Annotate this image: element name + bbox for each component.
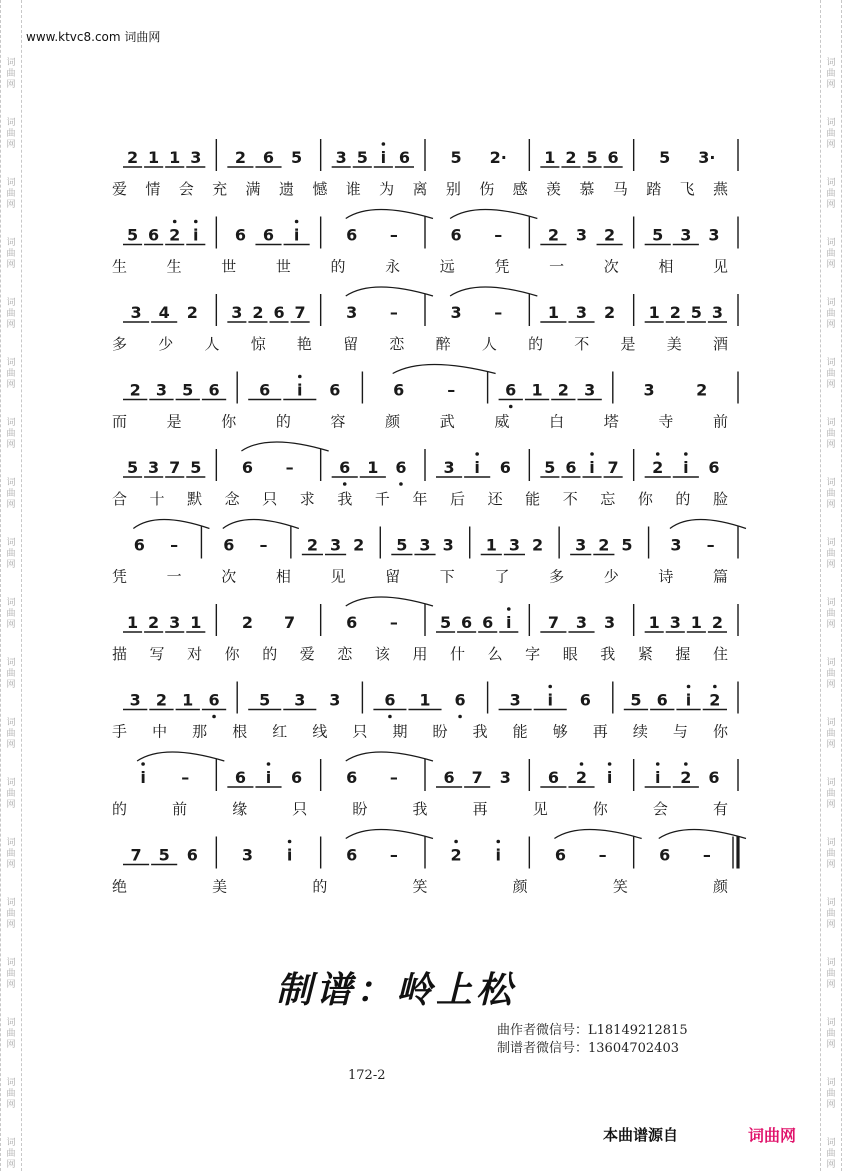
note: i (683, 458, 689, 477)
note: 5 (439, 613, 452, 632)
note: – (389, 768, 398, 787)
note: i (286, 845, 293, 865)
high-octave-dot (656, 452, 660, 456)
note: 7 (284, 613, 296, 632)
watermark-glyphs: 词 曲 网 (826, 598, 836, 630)
note: i (474, 458, 480, 477)
watermark-glyphs: 词 曲 网 (826, 478, 836, 510)
note: 2 (604, 303, 616, 322)
high-octave-dot (656, 762, 660, 766)
note: 2 (604, 225, 616, 245)
watermark-glyphs: 词 曲 网 (6, 538, 16, 570)
note: 2 (450, 845, 462, 865)
note: 1 (648, 303, 660, 322)
note: 5 (659, 148, 671, 167)
note: 2 (709, 690, 721, 710)
note: 6 (384, 690, 396, 710)
tie-arc (346, 287, 433, 296)
note: 5 (190, 458, 202, 477)
note: 3 (329, 690, 341, 710)
note: 3 (155, 380, 168, 400)
note: 7 (547, 613, 559, 632)
note: 6 (133, 535, 145, 555)
note: 2 (557, 380, 569, 400)
watermark-glyphs: 词 曲 网 (6, 358, 16, 390)
note: i (495, 845, 501, 865)
note: 1 (690, 613, 702, 632)
note: 5 (652, 225, 664, 245)
note: 3 (419, 535, 431, 555)
note: – (285, 458, 294, 477)
note: 3 (708, 225, 720, 245)
note: – (181, 768, 190, 787)
note: 7 (471, 768, 483, 787)
watermark-glyphs: 词 曲 网 (6, 1078, 16, 1110)
watermark-glyphs: 词 曲 网 (826, 58, 836, 90)
note: 3 (442, 535, 454, 555)
note: 2· (489, 148, 507, 167)
note: 6 (273, 303, 285, 322)
high-octave-dot (267, 762, 271, 766)
note: 1 (419, 690, 431, 710)
watermark-glyphs: 词 曲 网 (826, 358, 836, 390)
note: 7 (130, 845, 142, 865)
watermark-glyphs: 词 曲 网 (6, 178, 16, 210)
tie-arc (393, 365, 496, 374)
note: i (589, 458, 595, 477)
watermark-glyphs: 词 曲 网 (826, 538, 836, 570)
note: 4 (158, 303, 170, 322)
note: 7 (169, 458, 181, 477)
note: 6 (708, 458, 720, 477)
note: – (494, 225, 503, 245)
high-octave-dot (382, 142, 386, 146)
note: 1 (547, 303, 559, 322)
note: – (389, 303, 398, 322)
note: 2 (575, 768, 588, 787)
note: 2 (126, 148, 139, 167)
tie-arc (450, 210, 537, 219)
note: 6 (208, 380, 220, 400)
note: 6 (499, 458, 511, 477)
high-octave-dot (548, 685, 552, 689)
lyric-line: 绝美的笑颜笑颜 (112, 877, 728, 896)
watermark-glyphs: 词 曲 网 (6, 478, 16, 510)
note: 6 (234, 225, 246, 245)
note: 6 (547, 768, 559, 787)
low-octave-dot (212, 715, 216, 719)
lyric-line: 生生世世的永远凭一次相见 (112, 257, 728, 276)
watermark-glyphs: 词 曲 网 (6, 1138, 16, 1170)
note: 3 (169, 613, 181, 632)
note: 6 (259, 380, 271, 400)
tie-arc (346, 752, 433, 761)
high-octave-dot (288, 840, 292, 844)
note: 2 (353, 535, 365, 555)
note: 3 (669, 613, 681, 632)
note: 2 (652, 458, 664, 477)
note: 6 (450, 225, 462, 245)
note: 5 (396, 535, 408, 555)
high-octave-dot (590, 452, 594, 456)
note: 6 (461, 613, 473, 632)
note: 6 (291, 768, 303, 787)
note: 5 (126, 225, 139, 245)
note: 7 (294, 303, 306, 322)
note: 3 (643, 380, 655, 400)
note: 3 (499, 768, 511, 787)
low-octave-dot (509, 405, 513, 409)
watermark-glyphs: 词 曲 网 (826, 118, 836, 150)
note: 1 (531, 380, 543, 400)
low-octave-dot (399, 482, 403, 486)
note: – (702, 845, 711, 865)
note: 3 (330, 535, 342, 555)
high-octave-dot (194, 220, 198, 224)
watermark-glyphs: 词 曲 网 (6, 898, 16, 930)
high-octave-dot (454, 840, 458, 844)
high-octave-dot (580, 762, 584, 766)
note: 6 (339, 458, 351, 477)
note: 6 (346, 225, 358, 245)
note: i (606, 768, 613, 787)
note: 2 (696, 380, 708, 400)
watermark-glyphs: 词 曲 网 (6, 718, 16, 750)
high-octave-dot (687, 685, 691, 689)
note: 5 (450, 148, 462, 167)
note: 5 (586, 148, 598, 167)
note: 2 (155, 690, 168, 710)
note: 1 (544, 148, 556, 167)
note: 1 (648, 613, 660, 632)
note: 2 (598, 535, 610, 555)
note: 3 (575, 225, 588, 245)
note: – (447, 380, 456, 400)
note: – (706, 535, 715, 555)
note: 7 (607, 458, 619, 477)
note: 2 (186, 303, 198, 322)
note: 1 (367, 458, 379, 477)
high-octave-dot (298, 375, 302, 379)
note: 2 (306, 535, 318, 555)
note: 5 (126, 458, 139, 477)
composer-wechat: 曲作者微信号：L18149212815 (497, 1023, 688, 1038)
note: 1 (126, 613, 139, 632)
note: 3 (335, 148, 347, 167)
note: – (389, 225, 398, 245)
note: i (265, 768, 272, 787)
note: i (380, 148, 387, 167)
watermark-glyphs: 词 曲 网 (826, 1138, 836, 1170)
note: 6 (554, 845, 566, 865)
note: 3 (294, 690, 306, 710)
note: 6 (262, 148, 275, 167)
note: 3 (241, 845, 253, 865)
watermark-glyphs: 词 曲 网 (826, 718, 836, 750)
watermark-glyphs: 词 曲 网 (826, 898, 836, 930)
note: 3 (148, 458, 160, 477)
note: 3 (680, 225, 692, 245)
note: i (140, 768, 146, 787)
note: 6 (148, 225, 160, 245)
note: 2 (669, 303, 681, 322)
note: 6 (262, 225, 275, 245)
tie-arc (670, 520, 746, 529)
note: 3 (346, 303, 358, 322)
note: – (598, 845, 607, 865)
tie-arc (241, 442, 328, 451)
tie-arc (346, 597, 433, 606)
note: 2 (532, 535, 544, 555)
note: 2 (129, 380, 141, 400)
note: – (170, 535, 179, 555)
arranger-signature: 制谱：岭上松 (276, 969, 517, 1011)
note: 2 (169, 225, 181, 245)
note: i (654, 768, 661, 787)
watermark-glyphs: 词 曲 网 (6, 118, 16, 150)
note: – (389, 613, 398, 632)
note: 6 (565, 458, 577, 477)
note: 3 (508, 535, 520, 555)
watermark-glyphs: 词 曲 网 (6, 1018, 16, 1050)
high-octave-dot (507, 607, 511, 611)
note: 6 (505, 380, 517, 400)
note: 1 (485, 535, 497, 555)
note: 6 (346, 768, 358, 787)
note: 6 (656, 690, 668, 710)
lyric-line: 的前缘只盼我再见你会有 (112, 800, 729, 818)
low-octave-dot (343, 482, 347, 486)
watermark-glyphs: 词 曲 网 (6, 418, 16, 450)
note: 3 (231, 303, 243, 322)
note: 6 (659, 845, 671, 865)
note: i (297, 380, 303, 400)
lyric-line: 手中那根红线只期盼我能够再续与你 (112, 722, 728, 741)
note: 2 (547, 225, 559, 245)
note: 3 (130, 303, 142, 322)
note: 2 (148, 613, 160, 632)
watermark-glyphs: 词 曲 网 (6, 58, 16, 90)
watermark-glyphs: 词 曲 网 (826, 238, 836, 270)
note: 3 (575, 613, 588, 632)
note: 3 (584, 380, 596, 400)
lyric-line: 描写对你的爱恋该用什么字眼我紧握住 (112, 645, 728, 663)
note: i (506, 613, 512, 632)
watermark-glyphs: 词 曲 网 (6, 778, 16, 810)
high-octave-dot (295, 220, 299, 224)
watermark-glyphs: 词 曲 网 (826, 298, 836, 330)
note: 5 (182, 380, 194, 400)
watermark-glyphs: 词 曲 网 (6, 958, 16, 990)
note: 1 (190, 613, 202, 632)
note: 5 (291, 148, 303, 167)
note: 6 (241, 458, 253, 477)
high-octave-dot (684, 762, 688, 766)
arranger-wechat: 制谱者微信号：13604702403 (497, 1041, 679, 1056)
note: 6 (234, 768, 246, 787)
note: 6 (607, 148, 619, 167)
note: – (389, 845, 398, 865)
note: 5 (630, 690, 642, 710)
note: 6 (329, 380, 341, 400)
note: 6 (223, 535, 235, 555)
note: 2 (565, 148, 577, 167)
tie-arc (137, 752, 224, 761)
note: 2 (680, 768, 692, 787)
note: 1 (169, 148, 181, 167)
watermark-glyphs: 词 曲 网 (6, 838, 16, 870)
watermark-glyphs: 词 曲 网 (826, 1078, 836, 1110)
source-label: 本曲谱源自 (603, 1126, 679, 1144)
low-octave-dot (388, 715, 392, 719)
tie-arc (554, 830, 641, 839)
note: – (494, 303, 503, 322)
note: 3 (443, 458, 455, 477)
note: 6 (208, 690, 220, 710)
note: 3 (129, 690, 141, 710)
note: 6 (393, 380, 405, 400)
lyric-line: 合十默念只求我千年后还能不忘你的脸 (112, 490, 728, 508)
watermark-glyphs: 词 曲 网 (826, 838, 836, 870)
watermark-glyphs: 词 曲 网 (6, 298, 16, 330)
note: 6 (346, 613, 358, 632)
note: 5 (544, 458, 556, 477)
note: 5 (259, 690, 271, 710)
high-octave-dot (608, 762, 612, 766)
lyric-line: 凭一次相见留下了多少诗篇 (112, 567, 728, 586)
high-octave-dot (496, 840, 500, 844)
watermark-glyphs: 词 曲 网 (6, 238, 16, 270)
note: 6 (579, 690, 591, 710)
note: 3 (190, 148, 202, 167)
note: 1 (182, 690, 194, 710)
note: 3 (670, 535, 682, 555)
tie-arc (450, 287, 537, 296)
watermark-glyphs: 词 曲 网 (826, 778, 836, 810)
note: 6 (482, 613, 494, 632)
note: 5 (690, 303, 702, 322)
high-octave-dot (713, 685, 717, 689)
lyric-line: 多少人惊艳留恋醉人的不是美酒 (112, 335, 728, 353)
watermark-glyphs: 词 曲 网 (826, 418, 836, 450)
high-octave-dot (173, 220, 177, 224)
note: 6 (454, 690, 466, 710)
note: 6 (395, 458, 407, 477)
note: 5 (356, 148, 368, 167)
note: 6 (398, 148, 411, 167)
brand-logo-link[interactable]: 词曲网 (748, 1126, 797, 1145)
note: 6 (346, 845, 358, 865)
note: 2 (234, 148, 246, 167)
watermark-glyphs: 词 曲 网 (6, 598, 16, 630)
lyric-line: 而是你的容颜武威白塔寺前 (112, 412, 728, 431)
note: 2 (711, 613, 724, 632)
note: i (293, 225, 300, 245)
note: 3 (509, 690, 521, 710)
note: 5 (158, 845, 170, 865)
page-number: 172-2 (348, 1068, 386, 1083)
low-octave-dot (458, 715, 462, 719)
note: i (685, 690, 692, 710)
note: 5 (621, 535, 633, 555)
high-octave-dot (141, 762, 145, 766)
note: 1 (148, 148, 160, 167)
watermark-glyphs: 词 曲 网 (826, 658, 836, 690)
lyric-line: 爱情会充满遗憾谁为离别伤感羡慕马踏飞燕 (112, 180, 728, 198)
note: 6 (708, 768, 720, 787)
tie-arc (133, 520, 209, 529)
note: 3· (698, 148, 716, 167)
watermark-glyphs: 词 曲 网 (826, 958, 836, 990)
note: 6 (186, 845, 198, 865)
note: – (259, 535, 268, 555)
tie-arc (346, 210, 433, 219)
note: 3 (575, 535, 587, 555)
note: 3 (575, 303, 588, 322)
note: 3 (711, 303, 724, 322)
high-octave-dot (684, 452, 688, 456)
note: 3 (450, 303, 462, 322)
note: i (547, 690, 553, 710)
watermark-glyphs: 词 曲 网 (826, 1018, 836, 1050)
note: i (193, 225, 199, 245)
high-octave-dot (475, 452, 479, 456)
note: 2 (252, 303, 264, 322)
tie-arc (346, 830, 433, 839)
tie-arc (223, 520, 299, 529)
note: 6 (443, 768, 455, 787)
watermark-glyphs: 词 曲 网 (6, 658, 16, 690)
watermark-glyphs: 词 曲 网 (826, 178, 836, 210)
note: 3 (604, 613, 616, 632)
site-header-url[interactable]: www.ktvc8.com 词曲网 (26, 30, 161, 44)
note: 2 (241, 613, 253, 632)
